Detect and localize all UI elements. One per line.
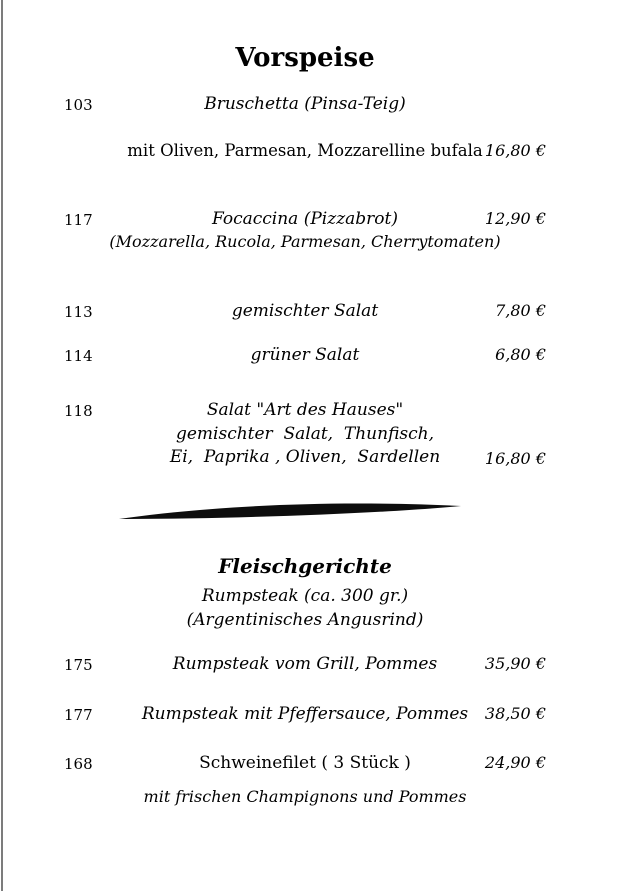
- item-price: 6,80 €: [495, 345, 546, 364]
- item-price: 16,80 €: [484, 141, 546, 160]
- section-heading: Fleischgerichte: [218, 553, 392, 578]
- item-number: 175: [64, 656, 93, 674]
- section-intro-line: (Argentinisches Angusrind): [186, 610, 424, 630]
- item-price: 16,80 €: [484, 448, 546, 468]
- item-name: gemischter Salat: [231, 301, 379, 321]
- menu-item-row: [64, 653, 546, 675]
- item-number: 118: [64, 402, 93, 420]
- page-edge-line: [1, 0, 3, 891]
- section-intro-line: Rumpsteak (ca. 300 gr.): [201, 586, 409, 606]
- item-detail: mit frischen Champignons und Pommes: [143, 787, 467, 806]
- section-divider-swoosh: [118, 497, 463, 527]
- section-intro: [64, 584, 546, 632]
- menu-item-row: [64, 703, 546, 725]
- menu-item-detail-row: [64, 140, 546, 162]
- item-number: 113: [64, 303, 93, 321]
- menu-item-row: [64, 93, 546, 115]
- item-name: Rumpsteak vom Grill, Pommes: [172, 654, 438, 674]
- item-number: 177: [64, 706, 93, 724]
- menu-item-row: [64, 208, 546, 230]
- item-name-line: Ei, Paprika , Oliven, Sardellen: [169, 447, 441, 467]
- item-name: Rumpsteak mit Pfeffersauce, Pommes: [141, 704, 469, 724]
- item-price: 7,80 €: [495, 301, 546, 320]
- item-name: Focaccina (Pizzabrot): [212, 209, 398, 229]
- page-title: Vorspeise: [235, 43, 375, 74]
- menu-item-row: [64, 399, 546, 470]
- menu-item-row: [64, 752, 546, 774]
- menu-item-row: [64, 300, 546, 322]
- item-price: 38,50 €: [484, 704, 546, 723]
- menu-item-row: [64, 344, 546, 366]
- item-number: 114: [64, 347, 93, 365]
- item-name: Schweinefilet ( 3 Stück ): [199, 753, 411, 773]
- item-name: Bruschetta (Pinsa-Teig): [204, 94, 406, 114]
- item-name: grüner Salat: [250, 345, 360, 365]
- item-detail: (Mozzarella, Rucola, Parmesan, Cherrytomaten): [109, 232, 501, 251]
- menu-item-detail-row: [64, 231, 546, 253]
- item-number: 168: [64, 755, 93, 773]
- item-price: 12,90 €: [484, 209, 546, 228]
- menu-item-detail-row: [64, 786, 546, 808]
- item-price: 24,90 €: [484, 753, 546, 772]
- item-price: 35,90 €: [484, 654, 546, 673]
- item-number: 117: [64, 211, 93, 229]
- item-detail: mit Oliven, Parmesan, Mozzarelline bufala: [127, 141, 483, 160]
- item-name-line: Salat "Art des Hauses": [206, 400, 404, 420]
- item-number: 103: [64, 96, 93, 114]
- item-name-line: gemischter Salat, Thunfisch,: [175, 423, 435, 444]
